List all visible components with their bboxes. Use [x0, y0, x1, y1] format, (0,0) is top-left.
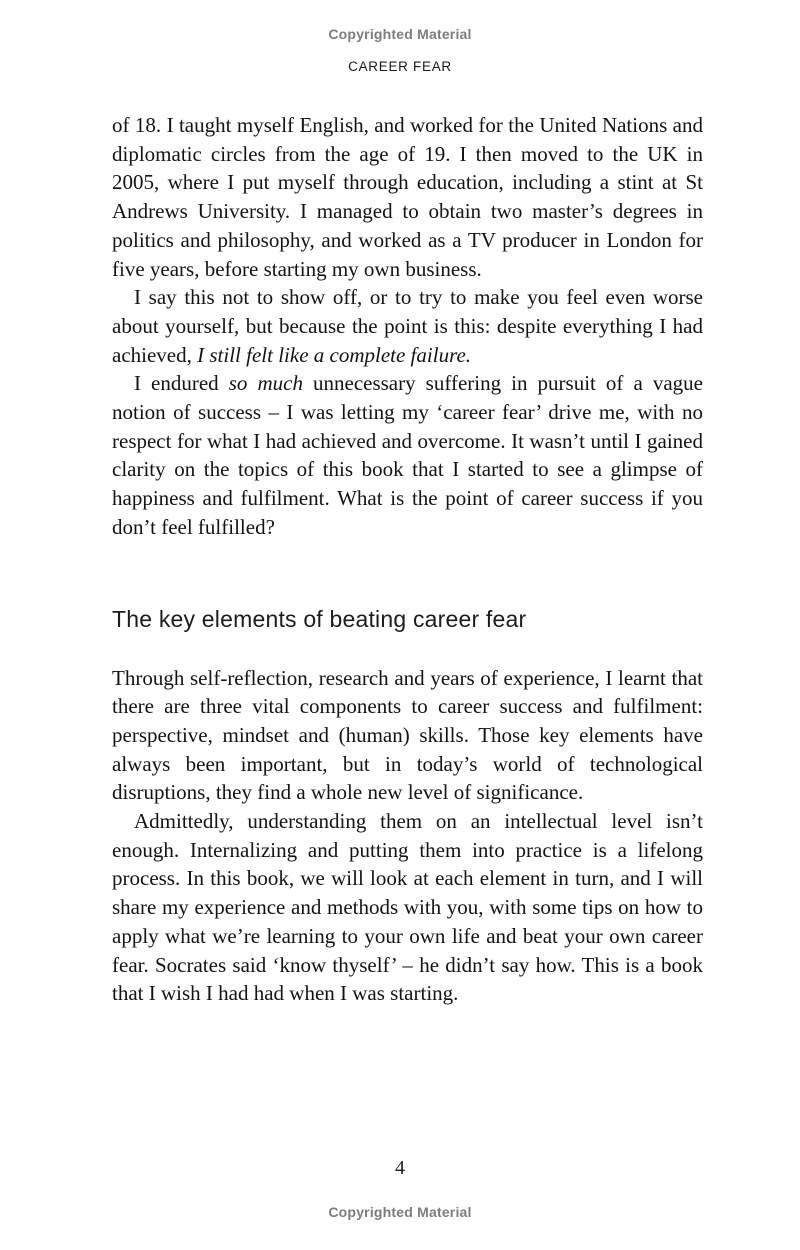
body-paragraph	[112, 283, 703, 369]
copyright-notice-top: Copyrighted Material	[328, 26, 472, 42]
text-run: of 18. I taught myself English, and worked for the United Nations and diplomatic circles from the age of 19. I then moved to the UK in 2005, where I put myself through education, including a stint at St Andrews University. I managed to obtain two master’s degrees in politics and philosophy, and worked as a TV producer in London for five years, before starting my own business.	[112, 113, 703, 281]
text-run: Admittedly, understanding them on an intellectual level isn’t enough. Internalizing and putting them into practice is a lifelong process. In this book, we will look at each element in turn, and I will share my experience and methods with you, with some tips on how to apply what we’re learning to your own life and beat your own career fear. Socrates said ‘know thyself’ – he didn’t say how. This is a book that I wish I had had when I was starting.	[112, 809, 703, 1006]
text-run: I endured	[134, 371, 229, 396]
italic-text-run: so much	[228, 371, 303, 396]
body-paragraph	[112, 807, 703, 1008]
running-header-book-title: CAREER FEAR	[348, 59, 452, 74]
text-run: I say this not to show off, or to try to make you feel even worse about yourself, but because the point is this: despite everything I had achieved,	[112, 285, 703, 367]
page-body	[112, 111, 703, 1008]
italic-text-run: I still felt like a complete failure.	[197, 342, 472, 367]
text-run: unnecessary suffering in pursuit of a vague notion of success – I was letting my ‘career fear’ drive me, with no respect for what I had achieved and overcome. It wasn’t until I gained clarity on the topics of this book that I started to see a glimpse of happiness and fulfilment. What is the point of career success if you don’t feel fulfilled?	[112, 371, 703, 539]
body-paragraph	[112, 369, 703, 541]
text-run: Through self-reflection, research and years of experience, I learnt that there are three vital components to career success and fulfilment: perspective, mindset and (human) skills. Those key elements have always been important, but in today’s world of technological disruptions, they find a whole new level of significance.	[112, 665, 703, 805]
copyright-notice-bottom: Copyrighted Material	[328, 1204, 472, 1220]
body-paragraph	[112, 664, 703, 808]
body-paragraph	[112, 111, 703, 283]
section-heading: The key elements of beating career fear	[112, 605, 527, 632]
page-number: 4	[395, 1157, 405, 1179]
